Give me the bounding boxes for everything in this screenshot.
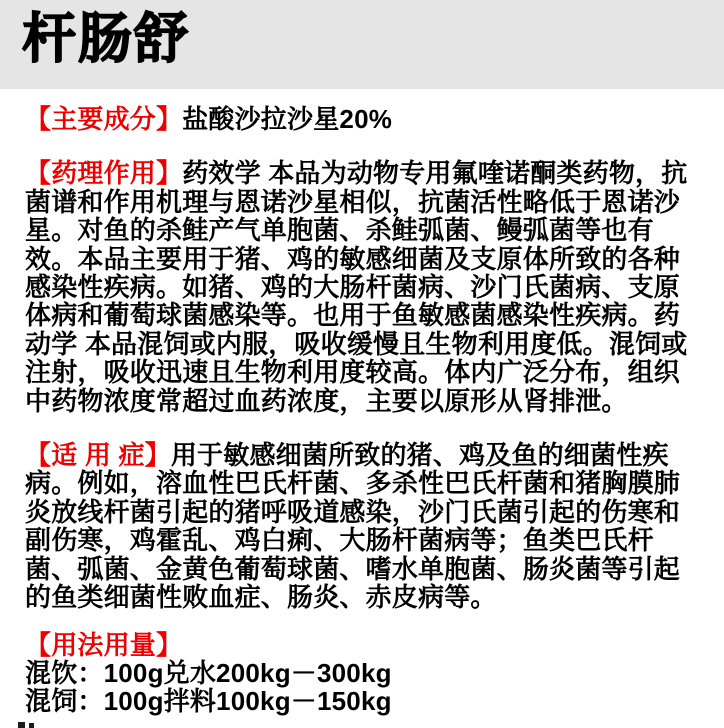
label-body [0, 89, 724, 716]
header-band [0, 0, 724, 89]
section-text-main-ingredients: 盐酸沙拉沙星20% [182, 104, 393, 134]
product-title: 杆肠舒 [22, 9, 190, 69]
section-pharmacology [25, 159, 704, 415]
section-indications [25, 441, 704, 611]
section-text-pharmacology: 药效学 本品为动物专用氟喹诺酮类药物，抗菌谱和作用机理与恩诺沙星相似，抗菌活性略低于恩诺沙星。对鱼的杀鲑产气单胞菌、杀鲑弧菌、鳗弧菌等也有效。本品主要用于猪、鸡的敏感细菌及支原体所致的各种感染性疾病。如猪、鸡的大肠杆菌病、沙门氏菌病、支原体病和葡萄球菌感染等。也用于鱼敏感菌感染性疾病。药动学 本品混饲或内服，吸收缓慢且生物利用度低。混饲或注射，吸收迅速且生物利用度较高。体内广泛分布，组织中药物浓度常超过血药浓度，主要以原形从肾排泄。 [25, 158, 688, 416]
section-heading-pharmacology: 【药理作用】 [25, 158, 183, 189]
section-heading-indications: 【适 用 症】 [25, 440, 171, 471]
section-text-indications: 用于敏感细菌所致的猪、鸡及鱼的细菌性疾病。例如，溶血性巴氏杆菌、多杀性巴氏杆菌和猪胸膜肺炎放线杆菌引起的猪呼吸道感染，沙门氏菌引起的伤寒和副伤寒，鸡霍乱、鸡白痢、大肠杆菌病等；鱼类巴氏杆菌、弧菌、金黄色葡萄球菌、嗜水单胞菌、肠炎菌等引起的鱼类细菌性败血症、肠炎、赤皮病等。 [25, 440, 681, 613]
section-heading-dosage: 【用法用量】 [25, 629, 183, 660]
dosage-line-feed-mix: 混饲：100g拌料100kg－150kg [25, 686, 392, 717]
section-dosage [25, 631, 704, 716]
cut-off-text-top [18, 722, 25, 728]
section-main-ingredients [25, 105, 704, 133]
cut-off-text-top [29, 723, 34, 728]
dosage-line-drinking-water: 混饮：100g兑水200kg－300kg [25, 657, 392, 688]
section-heading-main-ingredients: 【主要成分】 [25, 104, 183, 134]
